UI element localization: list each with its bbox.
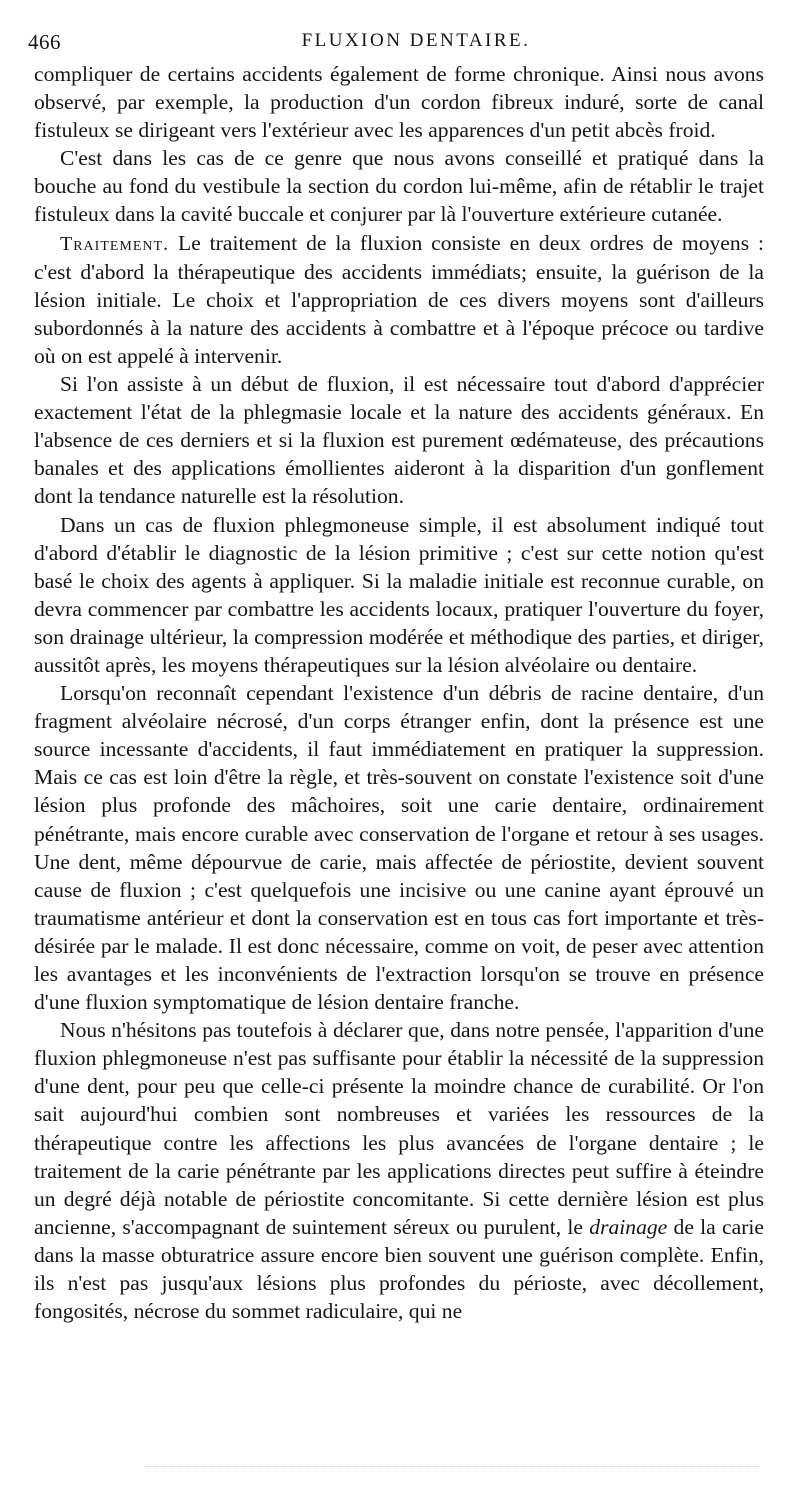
paragraph-2: C'est dans les cas de ce genre que nous avons conseillé et pratiqué dans la bouche au fond du vestibule la section du cordon lui-même, afin de rétablir le trajet fistuleux dans la cavité buccale et conjurer par là l'ouverture extérieure cutanée. [34, 146, 764, 227]
italic-term-drainage: drainage [589, 1214, 668, 1239]
section-lead-traitement: Traitement. [60, 232, 170, 255]
paragraph-7-tail: de la carie dans la masse obturatrice assure encore bien souvent une guérison complète. Enfin, ils n'est pas jusqu'aux lésions plus profondes du périoste, avec décollement, fongosités, nécrose du sommet radiculaire, qui ne [34, 1214, 764, 1324]
bottom-margin-rule [145, 1466, 760, 1467]
page-number: 466 [28, 30, 61, 54]
page-header [28, 28, 764, 60]
paragraph-5: Dans un cas de fluxion phlegmoneuse simple, il est absolument indiqué tout d'abord d'établir le diagnostic de la lésion primitive ; c'est sur cette notion qu'est basé le choix des agents à appliquer. Si la maladie initiale est reconnue curable, on devra commencer par combattre les accidents locaux, pratiquer l'ouverture du foyer, son drainage ultérieur, la compression modérée et méthodique des parties, et diriger, aussitôt après, les moyens thérapeutiques sur la lésion alvéolaire ou dentaire. [34, 512, 764, 677]
paragraph-6: Lorsqu'on reconnaît cependant l'existence d'un débris de racine dentaire, d'un fragment alvéolaire nécrosé, d'un corps étranger enfin, dont la présence est une source incessante d'accidents, il faut immédiatement en pratiquer la suppression. Mais ce cas est loin d'être la règle, et très-souvent on constate l'existence soit d'une lésion plus profonde des mâchoires, soit une carie dentaire, ordinairement pénétrante, mais encore curable avec conservation de l'organe et retour à ses usages. Une dent, même dépourvue de carie, mais affectée de périostite, devient souvent cause de fluxion ; c'est quelquefois une incisive ou une canine ayant éprouvé un traumatisme antérieur et dont la conservation est en tous cas fort importante et très-désirée par le malade. Il est donc nécessaire, comme on voit, de peser avec attention les avantages et les inconvénients de l'extraction lorsqu'on se trouve en présence d'une fluxion symptomatique de lésion dentaire franche. [34, 681, 764, 1015]
paragraph-7-text: Nous n'hésitons pas toutefois à déclarer que, dans notre pensée, l'apparition d'une fluxion phlegmoneuse n'est pas suffisante pour établir la nécessité de la suppression d'une dent, pour peu que celle-ci présente la moindre chance de curabilité. Or l'on sait aujourd'hui combien sont nombreuses et variées les ressources de la thérapeutique contre les affections les plus avancées de l'organe dentaire ; le traitement de la carie pénétrante par les applications directes peut suffire à éteindre un degré déjà notable de périostite concomitante. Si cette dernière lésion est plus ancienne, s'accompagnant de suintement séreux ou purulent, le [34, 1018, 764, 1239]
paragraph-1: compliquer de certains accidents également de forme chronique. Ainsi nous avons observé, par exemple, la production d'un cordon fibreux induré, sorte de canal fistuleux se dirigeant vers l'extérieur avec les apparences d'un petit abcès froid. [34, 62, 764, 143]
paragraph-3-text: Le traitement de la fluxion consiste en deux ordres de moyens : c'est d'abord la thérapeutique des accidents immédiats; ensuite, la guérison de la lésion initiale. Le choix et l'appropriation de ces divers moyens sont d'ailleurs subordonnés à la nature des accidents à combattre et à l'époque précoce ou tardive où on est appelé à intervenir. [34, 230, 764, 368]
page-body [34, 60, 764, 1325]
running-title: FLUXION DENTAIRE. [301, 30, 531, 51]
paragraph-4: Si l'on assiste à un début de fluxion, il est nécessaire tout d'abord d'apprécier exactement l'état de la phlegmasie locale et la nature des accidents généraux. En l'absence de ces derniers et si la fluxion est purement œdémateuse, des précautions banales et des applications émollientes aideront à la disparition d'un gonflement dont la tendance naturelle est la résolution. [34, 372, 764, 509]
paragraph-7 [34, 1016, 764, 1325]
paragraph-3 [34, 229, 764, 370]
